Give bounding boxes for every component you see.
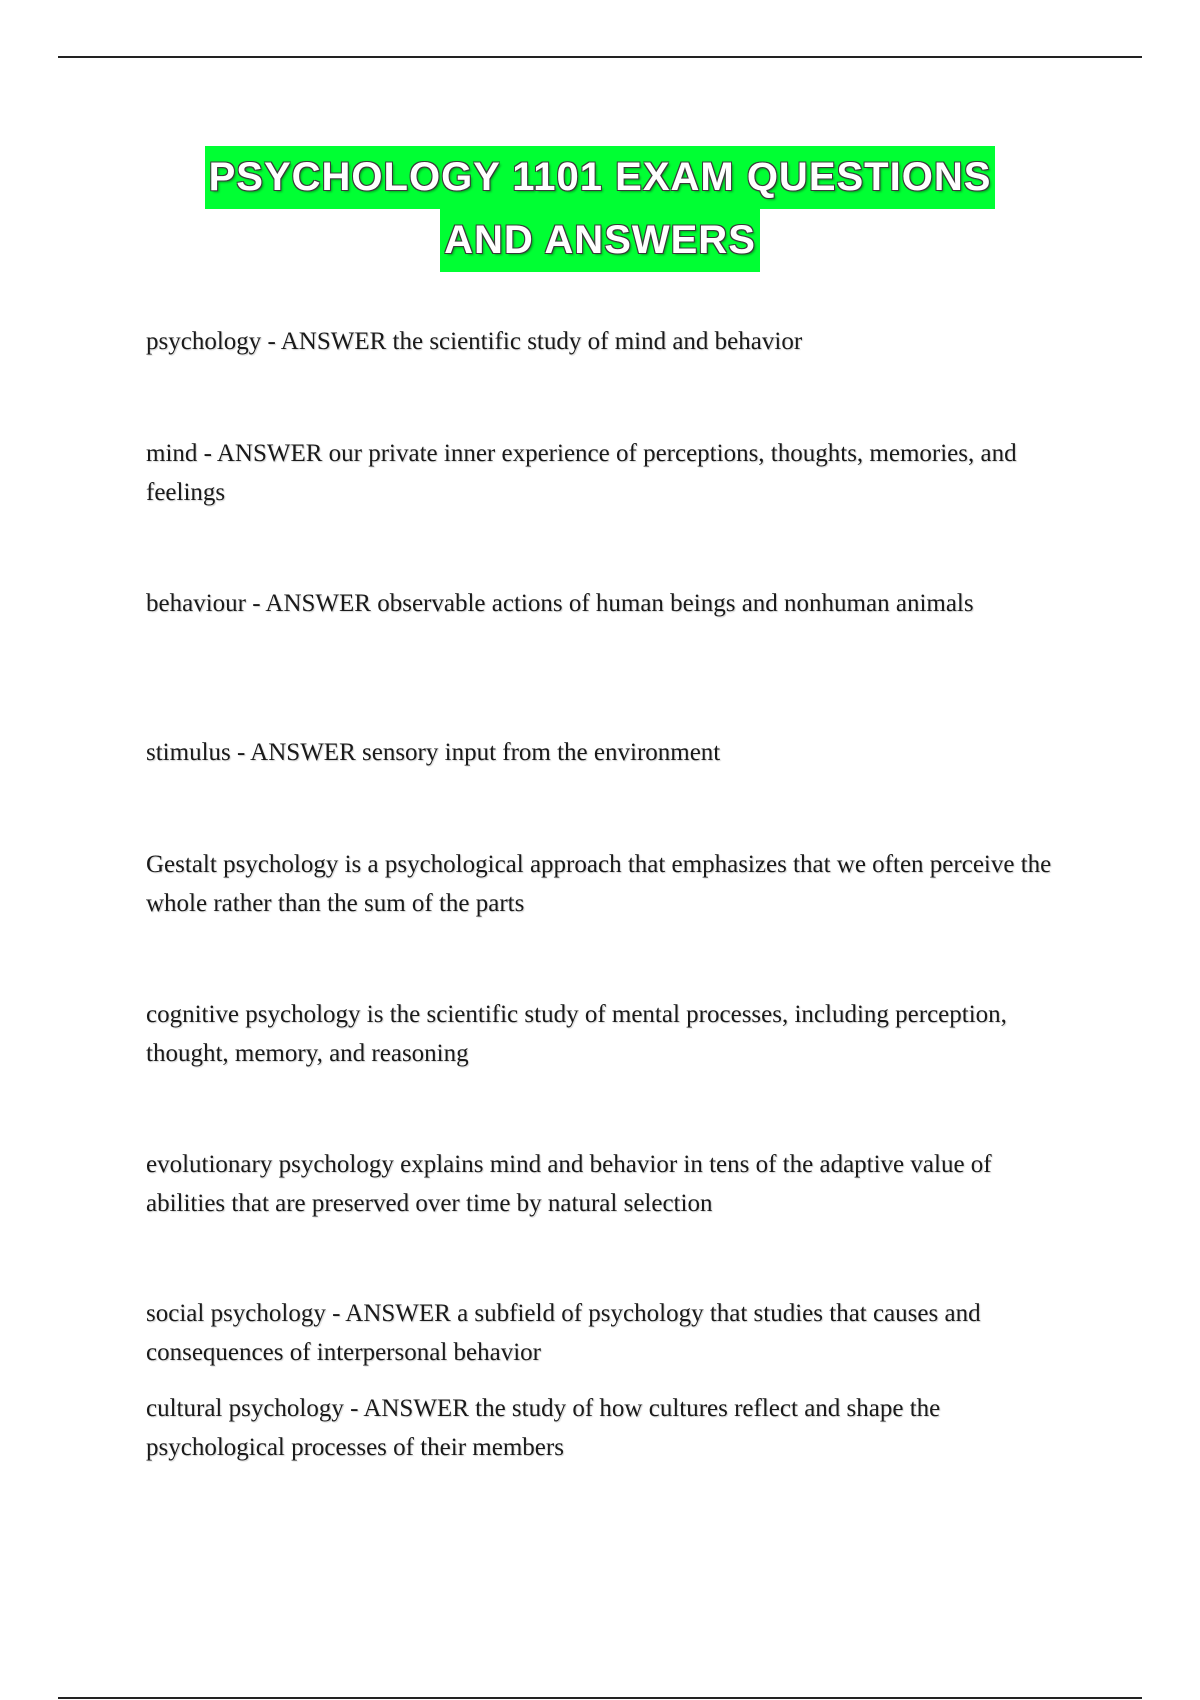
- title-line-1: PSYCHOLOGY 1101 EXAM QUESTIONS: [205, 146, 996, 209]
- qa-entry-social: social psychology - ANSWER a subfield of psychology that studies that causes and consequences of interpersonal behavior: [146, 1300, 981, 1366]
- qa-entry-behaviour: behaviour - ANSWER observable actions of human beings and nonhuman animals: [146, 590, 974, 617]
- document-title: [0, 146, 1200, 272]
- qa-entry-cultural: cultural psychology - ANSWER the study of how cultures reflect and shape the psychological processes of their members: [146, 1395, 941, 1461]
- bottom-rule: [58, 1697, 1142, 1699]
- qa-entry-evolutionary: evolutionary psychology explains mind and behavior in tens of the adaptive value of abilities that are preserved over time by natural selection: [146, 1151, 992, 1217]
- top-rule: [58, 56, 1142, 58]
- title-line-2: AND ANSWERS: [440, 209, 760, 272]
- qa-entry-psychology: psychology - ANSWER the scientific study of mind and behavior: [146, 328, 803, 355]
- qa-entry-gestalt: Gestalt psychology is a psychological approach that emphasizes that we often perceive the whole rather than the sum of the parts: [146, 851, 1052, 917]
- qa-entry-mind: mind - ANSWER our private inner experience of perceptions, thoughts, memories, and feelings: [146, 440, 1017, 506]
- qa-entry-stimulus: stimulus - ANSWER sensory input from the environment: [146, 739, 721, 766]
- qa-entry-cognitive: cognitive psychology is the scientific study of mental processes, including perception, thought, memory, and reasoning: [146, 1001, 1007, 1067]
